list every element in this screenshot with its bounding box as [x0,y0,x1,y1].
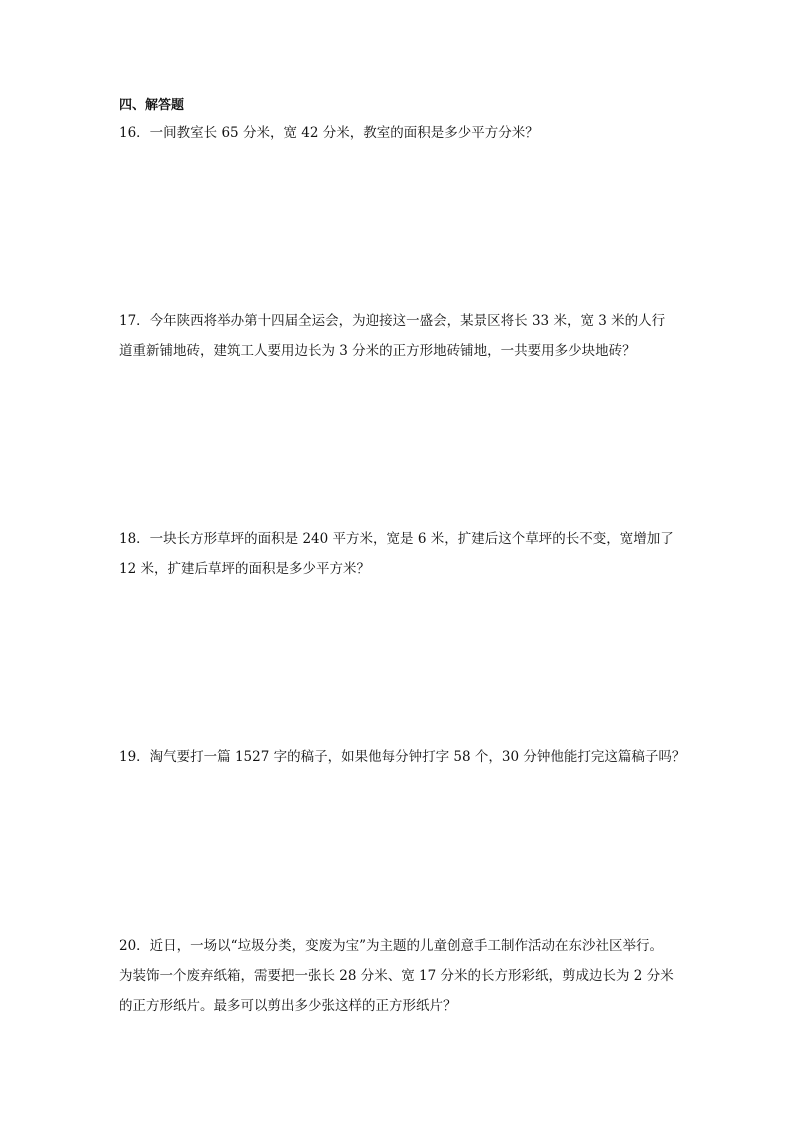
question-16 [119,118,689,148]
question-18-line-2: 12 米，扩建后草坪的面积是多少平方米？ [119,561,370,577]
question-16-line-1: 16．一间教室长 65 分米，宽 42 分米，教室的面积是多少平方分米？ [119,125,539,141]
question-18 [119,524,689,584]
question-19-line-1: 19．淘气要打一篇 1527 字的稿子，如果他每分钟打字 58 个，30 分钟他能打完这篇稿子吗？ [119,749,686,765]
section-title: 四、解答题 [119,98,185,113]
question-20-line-2: 为装饰一个废弃纸箱，需要把一张长 28 分米、宽 17 分米的长方形彩纸，剪成边长为 2 分米 [119,968,674,984]
question-20 [119,931,689,1021]
question-17-line-2: 道重新铺地砖，建筑工人要用边长为 3 分米的正方形地砖铺地，一共要用多少块地砖？ [119,343,636,359]
question-17 [119,306,689,366]
question-20-line-3: 的正方形纸片。最多可以剪出多少张这样的正方形纸片？ [119,998,457,1014]
question-20-line-1: 20．近日，一场以“垃圾分类，变废为宝”为主题的儿童创意手工制作活动在东沙社区举行。 [119,938,663,954]
question-18-line-1: 18．一块长方形草坪的面积是 240 平方米，宽是 6 米，扩建后这个草坪的长不变，宽增加了 [119,531,674,547]
question-17-line-1: 17．今年陕西将举办第十四届全运会，为迎接这一盛会，某景区将长 33 米，宽 3 米的人行 [119,313,666,329]
question-19 [119,742,689,772]
